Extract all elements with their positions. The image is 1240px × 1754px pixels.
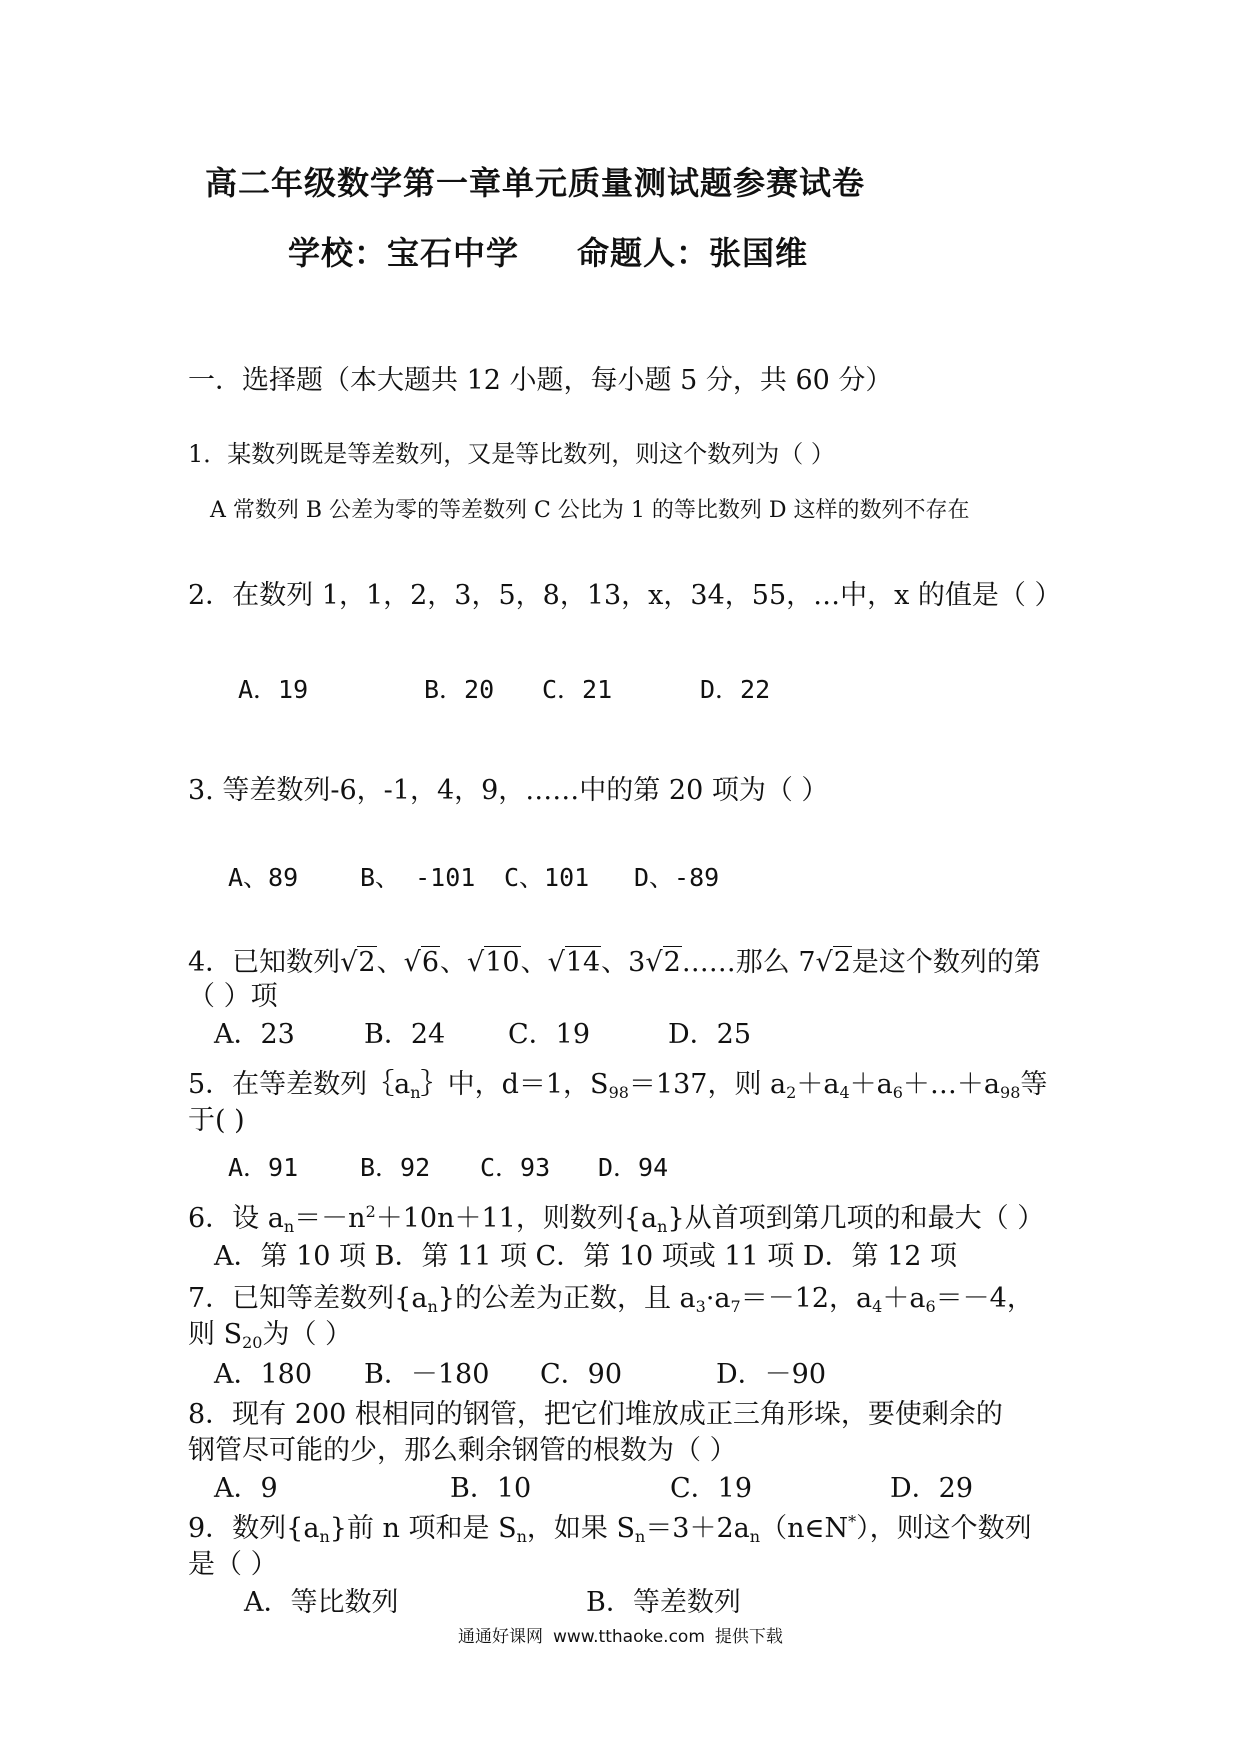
q4-line1: 4．已知数列√2、√6、√10、√14、3√2……那么 7√2是这个数列的第 xyxy=(188,947,1041,978)
sqrt-2: √2 xyxy=(340,947,376,978)
q3-option-b: B、 -101 xyxy=(360,863,476,892)
q2-option-b: B．20 xyxy=(424,675,495,704)
exam-title: 高二年级数学第一章单元质量测试题参赛试卷 xyxy=(205,164,866,202)
q5-option-b: B．92 xyxy=(360,1153,431,1182)
q9-option-a: A．等比数列 xyxy=(244,1587,399,1618)
q9-line1: 9．数列$\{a_n\}$前 n 项和是 $S_n$，如果 $S_n=3+2a_n(n\in N^*)$，则这个数列 xyxy=(188,1512,1032,1546)
q7-line1: 7．已知等差数列$\{a_n\}$的公差为正数，且 $a_3\cdot a_7=-12$，$a_4+a_6=-4$， xyxy=(188,1283,1034,1316)
q5-line1: 5．在等差数列$\{a_n\}$中，d＝1，$S_{98}=137$，则 $a_2+a_4+a_6+\dots+a_{98}$等 xyxy=(188,1069,1048,1102)
footer-note: 提供下载 xyxy=(714,1627,783,1647)
q2-option-d: D．22 xyxy=(700,675,771,704)
q4-line2: （ ）项 xyxy=(188,981,278,1012)
school-label: 学校：宝石中学 xyxy=(288,234,520,272)
q4-option-b: B．24 xyxy=(364,1019,446,1050)
section1-heading: 一．选择题（本大题共 12 小题，每小题 5 分，共 60 分） xyxy=(188,365,893,396)
page-footer xyxy=(458,1622,783,1647)
q8-option-a: A．9 xyxy=(214,1473,278,1504)
sqrt-10: √10 xyxy=(467,947,520,978)
q3-option-c: C、101 xyxy=(504,863,590,892)
q3-option-a: A、89 xyxy=(228,863,299,892)
footer-site-name: 通通好课网 xyxy=(458,1627,543,1647)
q3-option-d: D、-89 xyxy=(634,863,720,892)
q4-option-c: C．19 xyxy=(508,1019,591,1050)
q9-option-b: B．等差数列 xyxy=(586,1587,741,1618)
q2-option-c: C．21 xyxy=(542,675,613,704)
q5-option-c: C．93 xyxy=(480,1153,551,1182)
q4-option-d: D．25 xyxy=(668,1019,752,1050)
q7-option-d: D．－90 xyxy=(716,1359,827,1390)
q6-stem: 6．设 $a_n=-n^2+10n+11$，则数列$\{a_n\}$从首项到第几项的和最大（ ） xyxy=(188,1202,1045,1236)
q8-line2: 钢管尽可能的少，那么剩余钢管的根数为（ ） xyxy=(188,1435,737,1466)
q8-option-d: D．29 xyxy=(890,1473,974,1504)
footer-url[interactable]: www.tthaoke.com xyxy=(553,1627,705,1647)
q3-stem: 3. 等差数列-6，-1，4，9，……中的第 20 项为（ ） xyxy=(188,775,829,806)
q6-options: A．第 10 项 B．第 11 项 C．第 10 项或 11 项 D．第 12 项 xyxy=(214,1241,958,1272)
q1-stem: 1．某数列既是等差数列，又是等比数列，则这个数列为（ ） xyxy=(188,440,835,468)
q7-line2: 则 $S_{20}$为（ ） xyxy=(188,1319,353,1352)
q7-option-a: A．180 xyxy=(214,1359,313,1390)
q5-option-a: A．91 xyxy=(228,1153,299,1182)
q2-option-a: A．19 xyxy=(238,675,309,704)
q8-line1: 8．现有 200 根相同的钢管，把它们堆放成正三角形垛，要使剩余的 xyxy=(188,1399,1003,1430)
q7-option-b: B．－180 xyxy=(364,1359,490,1390)
q4-option-a: A．23 xyxy=(214,1019,295,1050)
q8-option-b: B．10 xyxy=(450,1473,532,1504)
q9-line2: 是（ ） xyxy=(188,1549,278,1580)
q5-option-d: D．94 xyxy=(598,1153,669,1182)
author-label: 命题人：张国维 xyxy=(577,234,809,272)
q4-prefix: 4．已知数列 xyxy=(188,947,341,978)
q8-option-c: C．19 xyxy=(670,1473,753,1504)
q1-options: A 常数列 B 公差为零的等差数列 C 公比为 1 的等比数列 D 这样的数列不存在 xyxy=(210,498,970,523)
sqrt-3x2: √2 xyxy=(645,947,681,978)
sqrt-14: √14 xyxy=(547,947,601,978)
sqrt-6: √6 xyxy=(403,947,439,978)
exam-subtitle xyxy=(288,228,808,274)
sqrt-7x2: √2 xyxy=(815,947,851,978)
q2-stem: 2．在数列 1，1，2，3，5，8，13，x，34，55，…中，x 的值是（ ） xyxy=(188,580,1062,611)
q5-line2: 于( ) xyxy=(188,1105,245,1136)
q7-option-c: C．90 xyxy=(540,1359,623,1390)
